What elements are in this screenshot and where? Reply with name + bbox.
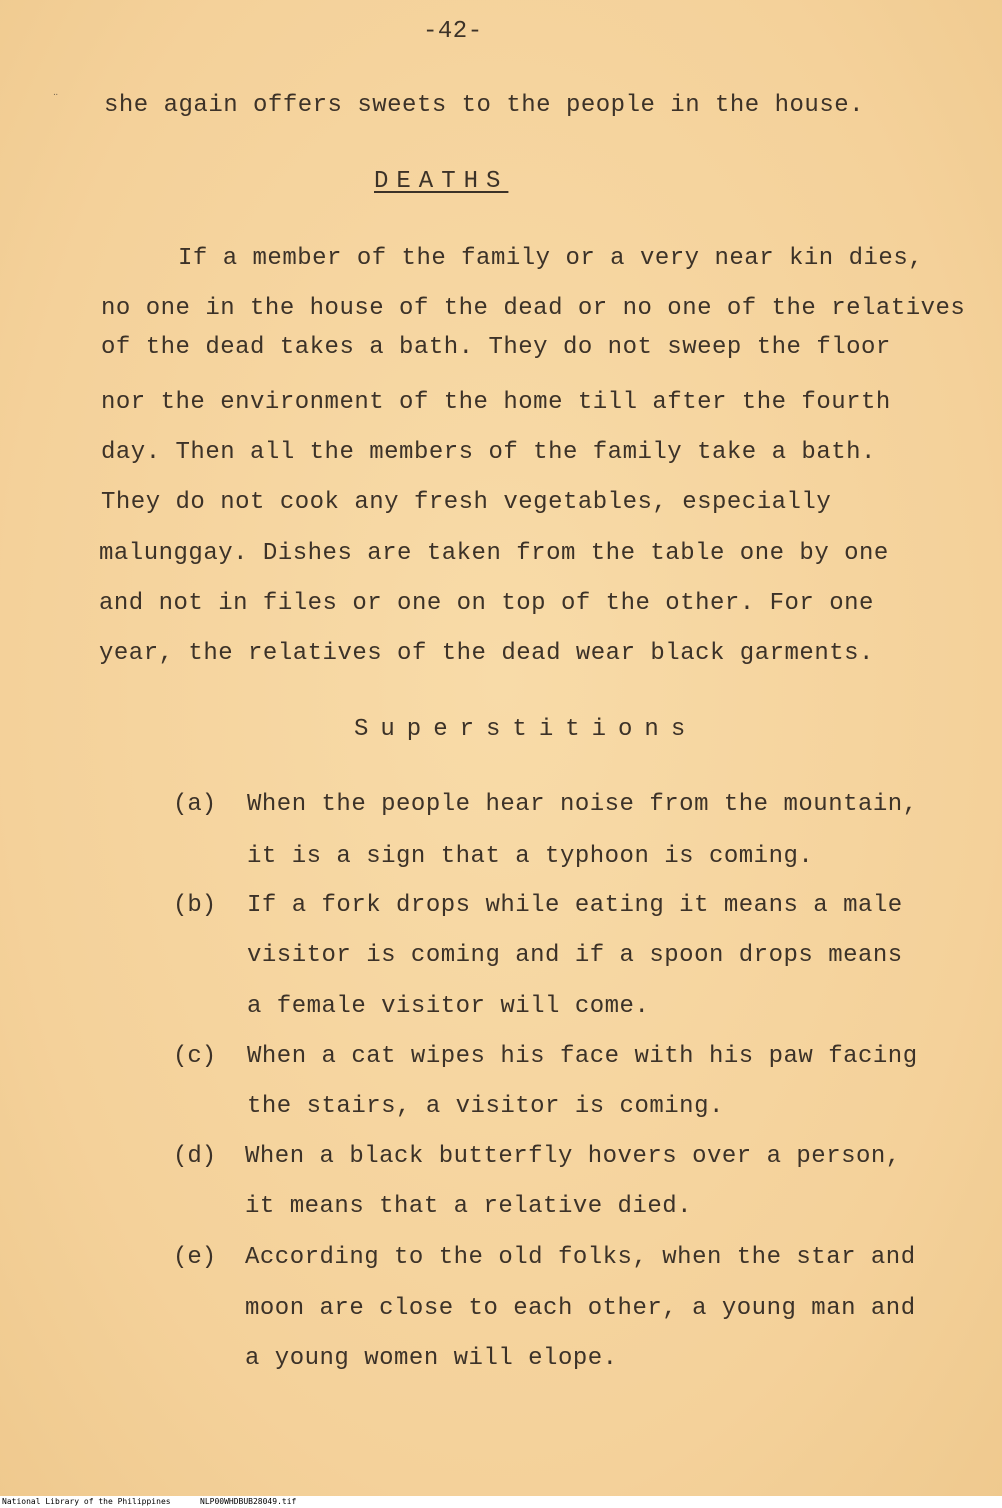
footer-filename: NLP00WHDBUB28049.tif	[200, 1497, 297, 1506]
item-b-label: (b)	[173, 892, 217, 919]
deaths-line-9: year, the relatives of the dead wear black garments.	[99, 640, 874, 667]
deaths-heading: DEATHS	[374, 168, 509, 195]
page-number: -42-	[423, 18, 483, 45]
footer-library: National Library of the Philippines	[2, 1497, 171, 1506]
item-a-label: (a)	[173, 791, 217, 818]
deaths-line-2: no one in the house of the dead or no one of the relatives	[101, 295, 966, 322]
item-c-label: (c)	[173, 1043, 217, 1070]
item-a-line-2: it is a sign that a typhoon is coming.	[247, 843, 814, 870]
deaths-line-1: If a member of the family or a very near kin dies,	[178, 245, 924, 272]
item-d-line-1: When a black butterfly hovers over a person,	[245, 1143, 901, 1170]
deaths-line-7: malunggay. Dishes are taken from the table one by one	[99, 540, 889, 567]
superstitions-heading: Superstitions	[354, 716, 698, 743]
item-d-line-2: it means that a relative died.	[245, 1193, 693, 1220]
margin-mark: ¨	[52, 92, 60, 106]
item-e-line-3: a young women will elope.	[245, 1345, 618, 1372]
item-b-line-1: If a fork drops while eating it means a male	[247, 892, 903, 919]
deaths-line-4: nor the environment of the home till after the fourth	[101, 389, 891, 416]
scan-footer	[0, 1496, 1002, 1508]
item-c-line-1: When a cat wipes his face with his paw facing	[247, 1043, 918, 1070]
deaths-line-3: of the dead takes a bath. They do not sweep the floor	[101, 334, 891, 361]
item-d-label: (d)	[173, 1143, 217, 1170]
item-a-line-1: When the people hear noise from the mountain,	[247, 791, 918, 818]
item-e-line-2: moon are close to each other, a young man and	[245, 1295, 916, 1322]
item-c-line-2: the stairs, a visitor is coming.	[247, 1093, 724, 1120]
deaths-line-6: They do not cook any fresh vegetables, especially	[101, 489, 832, 516]
item-b-line-2: visitor is coming and if a spoon drops means	[247, 942, 903, 969]
item-e-line-1: According to the old folks, when the star and	[245, 1244, 916, 1271]
item-e-label: (e)	[173, 1244, 217, 1271]
item-b-line-3: a female visitor will come.	[247, 993, 650, 1020]
deaths-line-8: and not in files or one on top of the other. For one	[99, 590, 874, 617]
deaths-line-5: day. Then all the members of the family take a bath.	[101, 439, 876, 466]
intro-line: she again offers sweets to the people in the house.	[104, 92, 865, 119]
